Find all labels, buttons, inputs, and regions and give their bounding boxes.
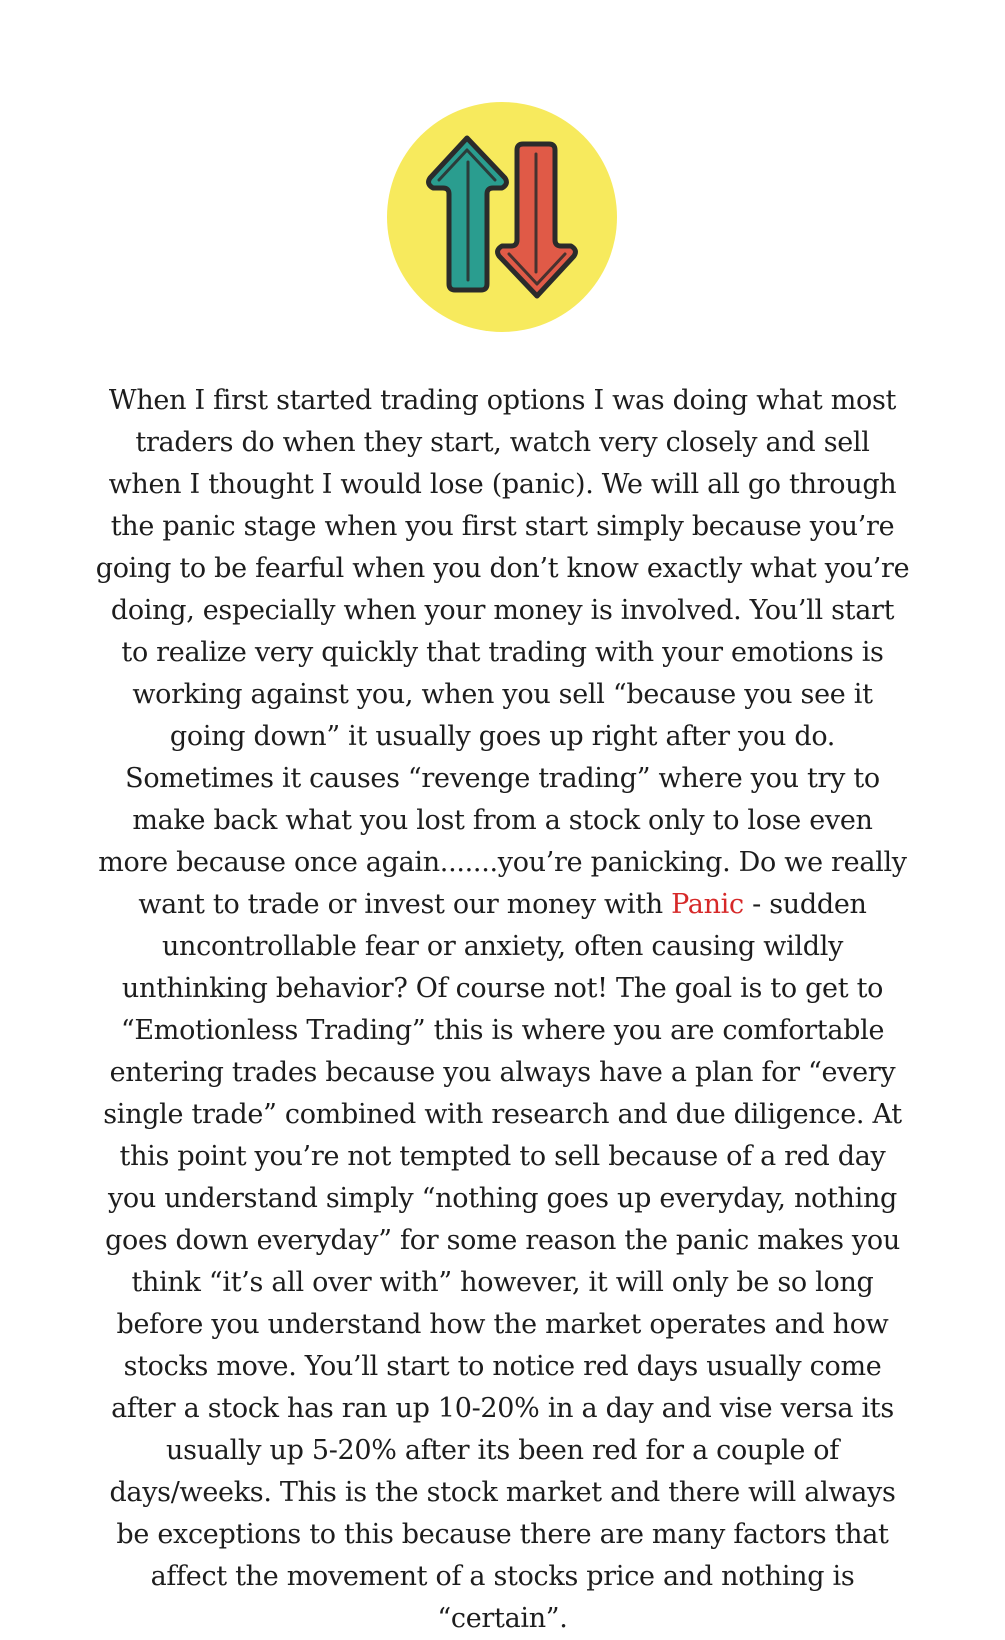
- up-down-arrows-icon: [385, 100, 619, 334]
- article-text-part-1: When I first started trading options I was doing what most traders do when they start, watch very closely and sell when I thought I would lose (panic). We will all go through the panic stage when you first start simply because you’re going to be fearful when you don’t know exactly what you’re doing, especially when your money is involved. You’ll start to realize very quickly that trading with your emotions is working against you, when you sell “because you see it going down” it usually goes up right after you do. Sometimes it causes “revenge trading” where you try to make back what you lost from a stock only to lose even more because once again.......you’re panicking. Do we really want to trade or invest our money with: [95, 385, 910, 920]
- article-body: [95, 380, 910, 1640]
- highlighted-word-panic: Panic: [671, 889, 744, 920]
- yellow-circle-background: [387, 102, 617, 332]
- article-text-part-2: - sudden uncontrollable fear or anxiety, often causing wildly unthinking behavior? Of course not! The goal is to get to “Emotionless Trading” this is where you are comfortable entering trades because you always have a plan for “every single trade” combined with research and due diligence. At this point you’re not tempted to sell because of a red day you understand simply “nothing goes up everyday, nothing goes down everyday” for some reason the panic makes you think “it’s all over with” however, it will only be so long before you understand how the market operates and how stocks move. You’ll start to notice red days usually come after a stock has ran up 10-20% in a day and vise versa its usually up 5-20% after its been red for a couple of days/weeks. This is the stock market and there will always be exceptions to this because there are many factors that affect the movement of a stocks price and nothing is “certain”.: [103, 889, 902, 1634]
